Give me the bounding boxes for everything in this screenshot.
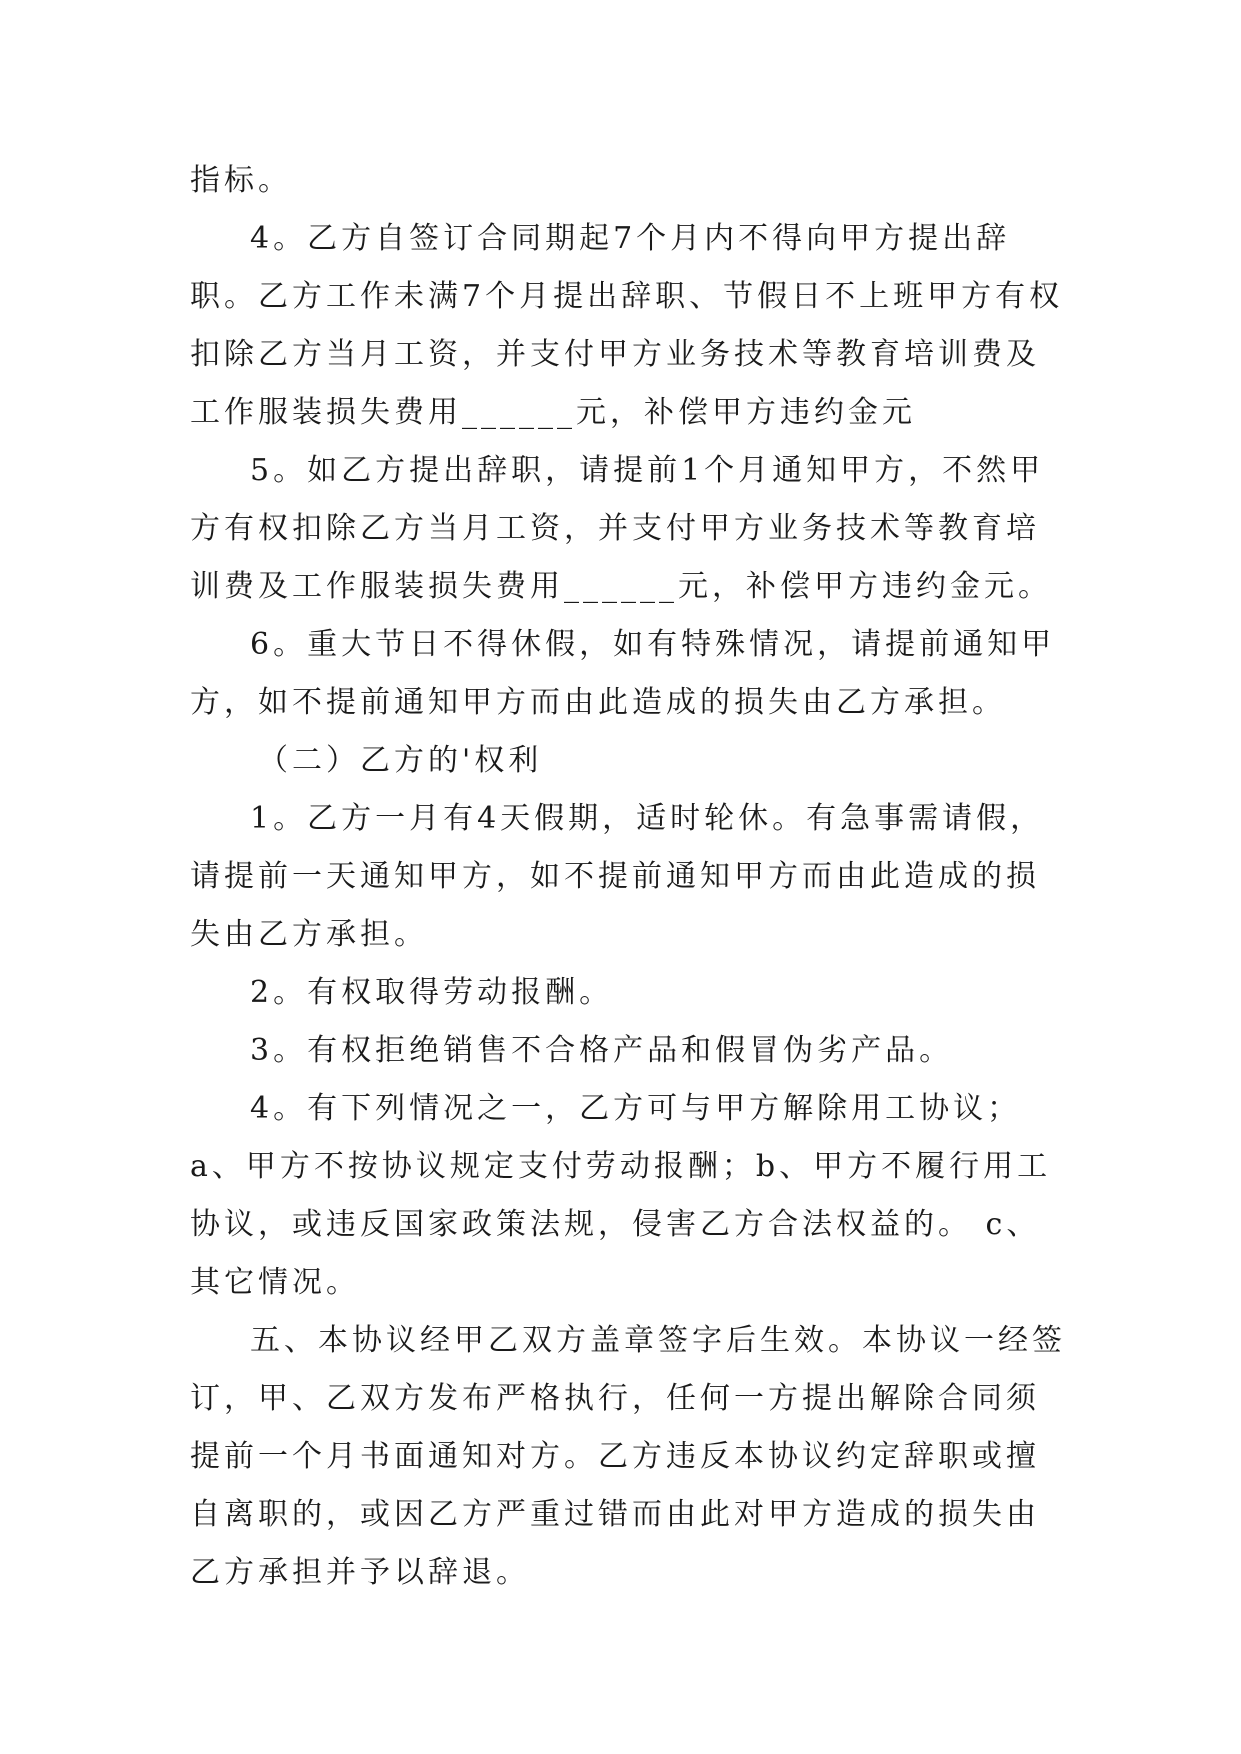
paragraph-rights-3-refuse: 3。有权拒绝销售不合格产品和假冒伪劣产品。 xyxy=(250,1033,954,1068)
paragraph-rights-1-leave: 1。乙方一月有4天假期，适时轮休。有急事需请假，请提前一天通知甲方，如不提前通知甲方而由此造成的损失由乙方承担。 xyxy=(190,801,1045,952)
paragraph-clause-5-notice: 5。如乙方提出辞职，请提前1个月通知甲方，不然甲方有权扣除乙方当月工资，并支付甲方业务技术等教育培训费及工作服装损失费用______元，补偿甲方违约金元。 xyxy=(190,453,1052,604)
section-heading-rights: （二）乙方的'权利 xyxy=(258,743,543,778)
paragraph-continuation: 指标。 xyxy=(190,163,292,198)
document-body xyxy=(190,152,1070,1602)
paragraph-clause-6-holidays: 6。重大节日不得休假，如有特殊情况，请提前通知甲方，如不提前通知甲方而由此造成的损失由乙方承担。 xyxy=(190,627,1056,720)
paragraph-rights-4-terminate: 4。有下列情况之一，乙方可与甲方解除用工协议；a、甲方不按协议规定支付劳动报酬；b、甲方不履行用工协议，或违反国家政策法规，侵害乙方合法权益的。 c、其它情况。 xyxy=(190,1091,1052,1300)
paragraph-section-5-effect: 五、本协议经甲乙双方盖章签字后生效。本协议一经签订，甲、乙双方发布严格执行，任何一方提出解除合同须提前一个月书面通知对方。乙方违反本协议约定辞职或擅自离职的，或因乙方严重过错而由此对甲方造成的损失由乙方承担并予以辞退。 xyxy=(190,1323,1066,1590)
paragraph-rights-2-pay: 2。有权取得劳动报酬。 xyxy=(250,975,614,1010)
paragraph-clause-4-resignation: 4。乙方自签订合同期起7个月内不得向甲方提出辞职。乙方工作未满7个月提出辞职、节假日不上班甲方有权扣除乙方当月工资，并支付甲方业务技术等教育培训费及工作服装损失费用______元，补偿甲方违约金元 xyxy=(190,221,1064,430)
